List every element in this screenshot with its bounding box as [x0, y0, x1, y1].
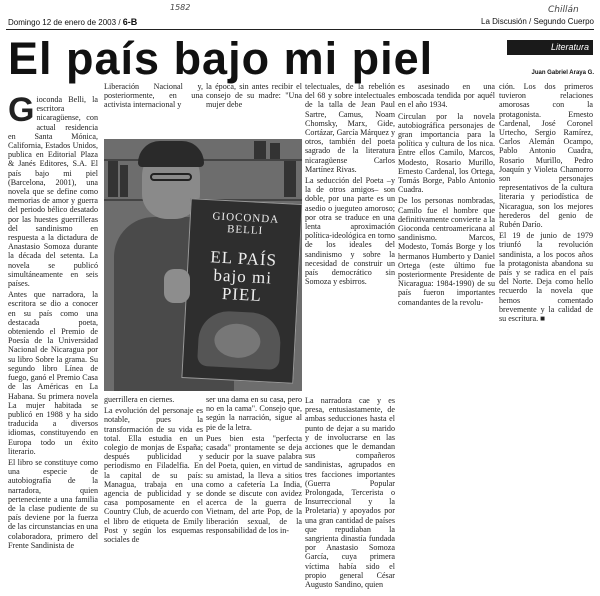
paragraph: El libro se constituye como una especie de autobiografía de la narradora, quien perteneciente a una familia de la clase pudiente de su país deviene por la fuerza de las circunstancias en una colaboradora, primero del Frente Sandinista de	[8, 457, 98, 550]
page-number: 6-B	[122, 17, 138, 27]
paragraph: El 19 de junio de 1979 triunfó la revolución sandinista, a los pocos años la protagonista abandona su país y se radica en el país del Norte. Deja como hello recuerdo la novela que hemos comentado brevemente y la calidad de su escritura. ■	[499, 231, 593, 324]
book-cover	[181, 198, 302, 384]
paragraph: ción. Los dos primeros tuvieron relaciones amorosas con la protagonista. Ernesto Cardenal, José Coronel Urtecho, Sergio Ramírez, Carlos Alemán Ocampo, Pablo Antonio Cuadra, Rosario Murillo, Pedro Joaquín y Violeta Chamorro son personajes representativos de la cultura literaria y periodística de Nicaragua, son los mejores herederos del genio de Rubén Darío.	[499, 82, 593, 230]
paragraph: ser una dama en su casa, pero no en la cama". Consejo que, según la narración, sigue al pie de la letra.	[206, 395, 302, 432]
paragraph: La evolución del personaje es notable, pues la transformación de su vida es total. Ella estudia en un colegio de monjas de España; después publicidad y periodismo en Filadelfia. En la capital de su país: Managua, trabaja en una agencia de publicidad y se casa pomposamente en el Country Club, de acuerdo con el libro de etiqueta de Emily Post y según los esquemas sociales de	[104, 406, 203, 545]
paragraph: Circulan por la novela autobiográfica personajes de gran importancia para la política y cultura de los nica. Entre ellos Camilo, Marcos, Modesto, Rosario Murillo, Ernesto Cardenal, los Ortega, Tomás Borge, Pablo Antonio Cuadra.	[398, 111, 495, 195]
book-cover-author-line: GIOCONDA	[212, 210, 280, 226]
paragraph: Antes que narradora, la escritora se dio a conocer en su país como una destacada poeta, obteniendo el Premio de Poesía de la Universidad Nacional de Nicaragua por su libro Sobre la grama. Su segundo libro Línea de fuego, ganó el Premio Casa de las Américas en La Habana. Su primera novela La mujer habitada se publicó en 1988 y ha sido traducida a diversos idiomas, constituyendo en Europa todo un éxito literario.	[8, 290, 98, 456]
shelf-book	[284, 161, 296, 197]
shelf-book	[254, 141, 266, 159]
shelf-book	[270, 143, 280, 159]
header-rule	[6, 29, 594, 30]
column-2-top	[104, 82, 203, 138]
paragraph: telectuales, de la rebelión del 68 y sobre intelectuales de la talla de Jean Paul Sartre, Camus, Noam Chomsky, Marx, Gide, Cortázar, García Márquez y otros, también del poeta sagrado de la literatura nicaragüense Carlos Martínez Rivas.	[305, 82, 395, 174]
paragraph	[8, 95, 98, 288]
section-label	[507, 40, 593, 55]
paragraph: La seducción del Poeta –y la de otros amigos– son doble, por una parte es un asedio o jueguteo amoroso; por otra se traduce en una lenta aproximación política-ideológica en torno de los ideales del sandinismo y sobre la necesidad de construir un país democrático sin Somoza y esbirros.	[305, 176, 395, 287]
column-4-bottom	[305, 396, 395, 594]
shelf-book	[120, 165, 128, 197]
person-hair	[138, 141, 204, 167]
section-label-text: Literatura	[550, 42, 589, 52]
column-1	[8, 95, 98, 595]
column-5	[398, 82, 495, 594]
paragraph: es asesinado en una emboscada tendida por aquél en el año 1934.	[398, 82, 495, 110]
book-cover-title	[186, 247, 299, 307]
paragraph-text: ioconda Belli, la escritora nicaragüense, con actual residencia en Santa Mónica, California, Estados Unidos, publica en Editorial Plaza & Janés Editores, S.A. El país bajo mi piel (Barcelona, 2001), una novela que se define como memorias de amor y guerra del periodo bélico desatado por las huestes guerrilleras del sandinismo en respuesta a la dictadura de Anastasio Somoza durante la década del setenta. La novela se publicó simultáneamente en seis países.	[8, 95, 98, 289]
book-cover-author	[190, 209, 301, 239]
paragraph: De los personas nombradas, Camilo fue el hombre que definitivamente convierte a la Gioconda centroamericana al sandinismo. Marcos, Modesto, Tomás Borge y los hermanos Humberto y Daniel Ortega (este último fue posteriormente Presidente de Nicaragua: 1984-1990) de su país fueron importantes comandantes de la revolu-	[398, 196, 495, 307]
author-photo	[104, 139, 302, 391]
column-4-top	[305, 82, 395, 314]
book-cover-author-line: BELLI	[226, 223, 264, 238]
handwritten-city: Chillán	[548, 5, 579, 15]
book-cover-title-line: EL PAÍS	[209, 247, 278, 270]
column-2-bottom	[104, 395, 203, 594]
header-date: Domingo 12 de enero de 2003 / 6-B	[8, 17, 138, 27]
paragraph: La narradora cae y es presa, entusiastamente, de ambas seducciones hasta el punto de dejar a su marido y de involucrarse en las acciones que le demandan sus compañeros sandinistas, agrupados en tres facciones importantes (Guerra Popular Prolongada, Tercerista o Insurreccional y la Proletaria) y apoyados por una gran cantidad de países que repudiaban la sangrienta dinastía fundada por Anastasio Somoza García, cuya primera víctima había sido el propio general César Augusto Sandino, quien	[305, 396, 395, 590]
handwritten-number: 1582	[170, 3, 191, 12]
column-3-bottom	[206, 395, 302, 594]
date-text: Domingo 12 de enero de 2003	[8, 18, 117, 27]
paragraph: Pues bien esta "perfecta casada" prontamente se deja seducir por la suave palabra del Poeta, quien, en virtud de su amistad, la lleva a sitios como a cafetería La India, donde se discute con avidez acerca de la guerra de Vietnam, del arte Pop, de la liberación sexual, de la responsabilidad de los in-	[206, 433, 302, 535]
paragraph: la época, sin antes recibir el consejo de su madre: "Una mujer debe	[206, 82, 302, 110]
shelf-book	[108, 161, 118, 197]
book-cover-title-line: bajo mi	[213, 265, 273, 288]
column-6	[499, 82, 593, 372]
headline: El país bajo mi piel	[8, 33, 434, 84]
paragraph: Liberación Nacional y, posteriormente, en una activista internacional y	[104, 82, 203, 110]
drop-cap: G	[8, 95, 35, 129]
book-cover-title-line: PIEL	[221, 283, 263, 306]
column-3-top	[206, 82, 302, 138]
person-hand	[164, 269, 190, 303]
glasses-icon	[150, 173, 192, 181]
paragraph: guerrillera en ciernes.	[104, 395, 175, 404]
byline: Juan Gabriel Araya G.	[531, 70, 594, 76]
paper-section-name: La Discusión / Segundo Cuerpo	[481, 17, 594, 26]
